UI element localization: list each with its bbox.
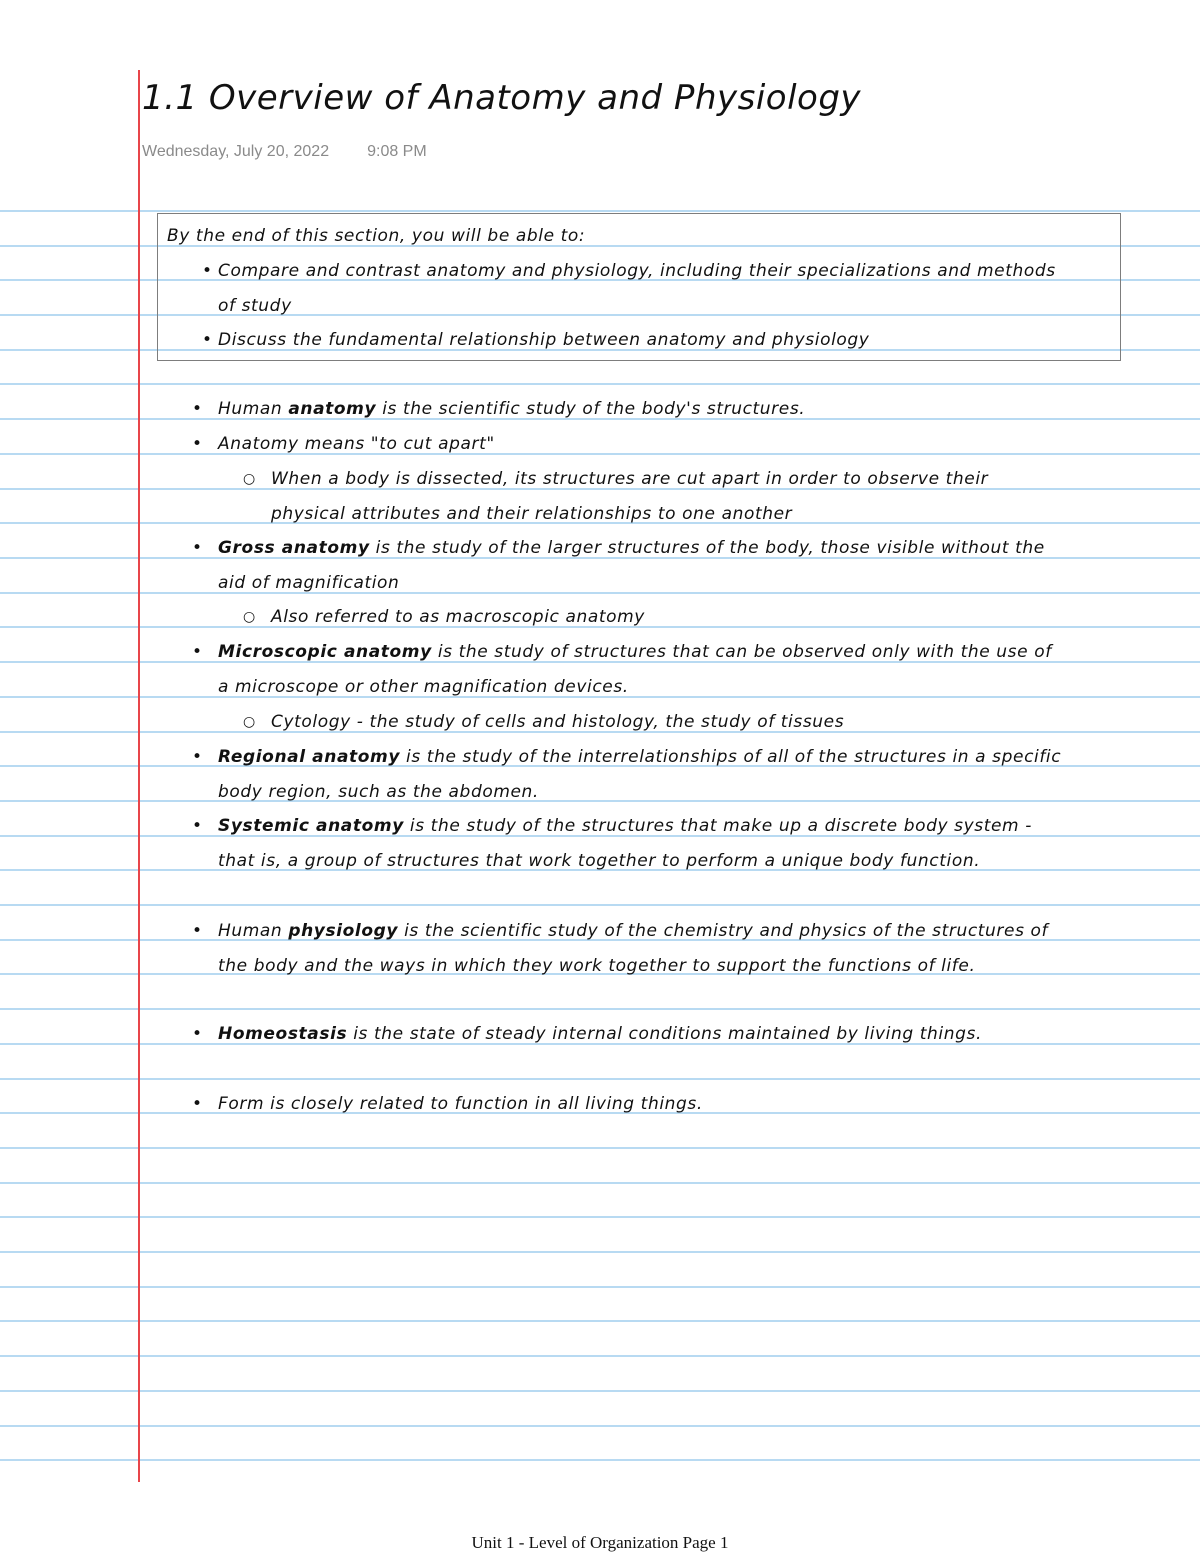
note-bullet: • Microscopic anatomy is the study of structures that can be observed only with the use of a microscope or other magnification devices. — [218, 635, 1068, 705]
note-sub-bullet: ○ When a body is dissected, its structures are cut apart in order to observe their physical attributes and their relationships to one another — [271, 462, 1061, 532]
page-title: 1.1 Overview of Anatomy and Physiology — [142, 78, 862, 118]
note-bullet: • Systemic anatomy is the study of the structures that make up a discrete body system - that is, a group of structures that work together to perform a unique body function. — [218, 809, 1068, 879]
objective-item: • Discuss the fundamental relationship between anatomy and physiology — [218, 323, 1078, 358]
note-bullet: • Form is closely related to function in all living things. — [218, 1087, 1068, 1122]
note-sub-bullet: ○ Cytology - the study of cells and histology, the study of tissues — [271, 705, 1061, 740]
note-bullet: • Human physiology is the scientific study of the chemistry and physics of the structures of the body and the ways in which they work together to support the functions of life. — [218, 914, 1068, 984]
objectives-intro: By the end of this section, you will be able to: — [167, 226, 586, 246]
note-bullet: • Human anatomy is the scientific study of the body's structures. — [218, 392, 1068, 427]
objective-item: • Compare and contrast anatomy and physiology, including their specializations and methods of study — [218, 254, 1078, 324]
note-bullet: • Anatomy means "to cut apart" — [218, 427, 1068, 462]
note-bullet: • Regional anatomy is the study of the interrelationships of all of the structures in a specific body region, such as the abdomen. — [218, 740, 1068, 810]
note-sub-bullet: ○ Also referred to as macroscopic anatomy — [271, 600, 1061, 635]
note-bullet: • Homeostasis is the state of steady internal conditions maintained by living things. — [218, 1017, 1068, 1052]
page-time: 9:08 PM — [367, 143, 427, 160]
note-bullet: • Gross anatomy is the study of the larger structures of the body, those visible without the aid of magnification — [218, 531, 1068, 601]
page-date: Wednesday, July 20, 2022 — [142, 143, 330, 160]
page-footer: Unit 1 - Level of Organization Page 1 — [471, 1533, 729, 1552]
